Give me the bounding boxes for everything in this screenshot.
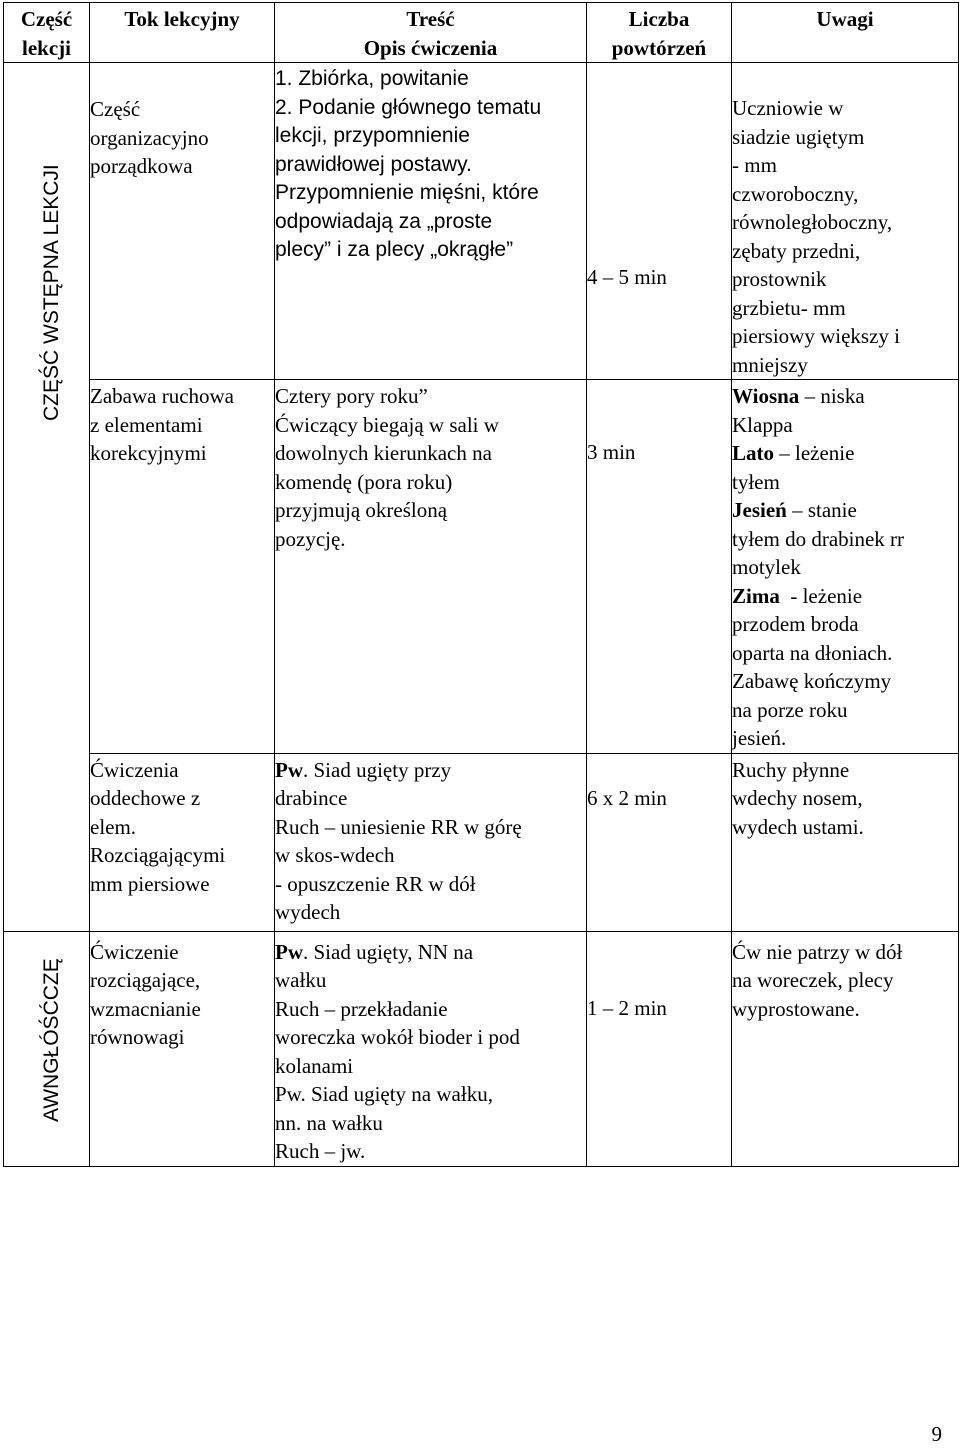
- tresc-line: Pw. Siad ugięty na wałku,: [275, 1082, 493, 1106]
- tresc-line: 2. Podanie głównego tematu: [275, 95, 542, 119]
- uwagi-cell: [732, 931, 959, 1166]
- tresc-line: [275, 756, 586, 785]
- uwagi-line: na woreczek, plecy: [732, 968, 894, 992]
- season-jesien: Jesień: [732, 498, 787, 522]
- tresc-line: komendę (pora roku): [275, 469, 453, 494]
- uwagi-line: przodem broda: [732, 612, 859, 636]
- liczba-value: 3 min: [587, 440, 636, 464]
- season-text: – niska: [799, 384, 865, 408]
- tresc-cell: [275, 753, 587, 931]
- uwagi-line: wyprostowane.: [732, 996, 860, 1021]
- season-text: – stanie: [786, 498, 857, 522]
- tresc-line: przyjmują określoną: [275, 498, 448, 522]
- uwagi-line: na porze roku: [732, 697, 848, 722]
- uwagi-cell: [732, 63, 959, 380]
- uwagi-line: motylek: [732, 555, 801, 579]
- header-uwagi: Uwagi: [732, 3, 959, 63]
- tresc-line: [275, 938, 586, 967]
- liczba-cell: [587, 63, 732, 380]
- tok-cell: [90, 63, 275, 380]
- tresc-line: wałku: [275, 968, 327, 992]
- tresc-line: Cztery pory roku”: [275, 384, 428, 408]
- liczba-value: 1 – 2 min: [587, 995, 667, 1020]
- tresc-line: 1. Zbiórka, powitanie: [275, 67, 469, 90]
- tresc-line: woreczka wokół bioder i pod: [275, 1025, 520, 1049]
- pw-label: Pw: [275, 757, 303, 782]
- uwagi-line: [732, 582, 958, 611]
- table-row: [4, 931, 959, 1166]
- uwagi-line: grzbietu- mm: [732, 295, 846, 320]
- uwagi-line: Ruchy płynne: [732, 757, 850, 782]
- liczba-cell: [587, 753, 732, 931]
- tresc-line: odpowiadają za „proste: [275, 209, 493, 233]
- tok-text: Ćwiczenie rozciągające, wzmacnianie równowagi: [90, 939, 201, 1049]
- uwagi-line: Ćw nie patrzy w dół: [732, 939, 903, 964]
- uwagi-line: równoległoboczny,: [732, 210, 893, 234]
- header-tok-lekcyjny: Tok lekcyjny: [90, 3, 275, 63]
- uwagi-line: piersiowy większy i: [732, 324, 900, 348]
- header-tresc: [275, 3, 587, 63]
- season-lato: Lato: [732, 441, 774, 465]
- uwagi-line: jesień.: [732, 726, 787, 750]
- section-main-cell: [4, 931, 90, 1166]
- season-text: - leżenie: [779, 583, 863, 608]
- section-main-label: AWNGŁÓŚĆCZĘ: [40, 957, 63, 1122]
- uwagi-line: czworoboczny,: [732, 181, 859, 206]
- uwagi-line: Klappa: [732, 412, 793, 437]
- season-wiosna: Wiosna: [732, 384, 800, 408]
- season-zima: Zima: [732, 583, 780, 608]
- tresc-line: Ćwiczący biegają w sali w: [275, 412, 499, 437]
- season-text: – leżenie: [774, 441, 855, 465]
- tresc-line: Ruch – przekładanie: [275, 996, 448, 1021]
- tresc-line: lekcji, przypomnienie: [275, 124, 470, 147]
- tok-cell: [90, 380, 275, 754]
- tresc-line: prawidłowej postawy.: [275, 152, 472, 176]
- liczba-value: 4 – 5 min: [587, 265, 667, 289]
- tresc-line: Ruch – uniesienie RR w górę: [275, 814, 522, 839]
- uwagi-line: oparta na dłoniach.: [732, 640, 893, 665]
- uwagi-line: siadzie ugiętym: [732, 124, 865, 149]
- uwagi-cell: [732, 753, 959, 931]
- header-czesc-lekcji: Część lekcji: [4, 3, 90, 63]
- section-intro-label: CZĘŚĆ WSTĘPNA LEKCJI: [40, 164, 63, 421]
- uwagi-line: - mm: [732, 153, 777, 177]
- uwagi-line: mniejszy: [732, 352, 808, 377]
- tresc-line: w skos-wdech: [275, 843, 395, 867]
- uwagi-line: Uczniowie w: [732, 96, 844, 120]
- tok-cell: [90, 931, 275, 1166]
- tresc-text: . Siad ugięty, NN na: [303, 939, 474, 964]
- header-tresc-title: Treść: [406, 7, 455, 31]
- uwagi-cell: [732, 380, 959, 754]
- tresc-line: nn. na wałku: [275, 1110, 383, 1135]
- tok-cell: [90, 753, 275, 931]
- tresc-line: plecy” i za plecy „okrągłe”: [275, 238, 514, 261]
- tresc-line: - opuszczenie RR w dół: [275, 871, 476, 896]
- tresc-line: Ruch – jw.: [275, 1139, 366, 1163]
- tresc-line: kolanami: [275, 1053, 354, 1078]
- uwagi-line: zębaty przedni,: [732, 238, 861, 263]
- tresc-line: drabince: [275, 786, 348, 810]
- uwagi-line: [732, 382, 958, 411]
- liczba-cell: [587, 380, 732, 754]
- tresc-cell: [275, 63, 587, 380]
- header-opis-cwiczenia: Opis ćwiczenia: [363, 35, 498, 60]
- pw-label: Pw: [275, 939, 303, 964]
- table-row: [4, 380, 959, 754]
- uwagi-line: [732, 439, 958, 468]
- tok-text: Część organizacyjno porządkowa: [90, 97, 209, 178]
- tresc-cell: [275, 931, 587, 1166]
- uwagi-line: tyłem do drabinek rr: [732, 526, 905, 551]
- tresc-line: Przypomnienie mięśni, które: [275, 181, 539, 204]
- header-row: [4, 3, 959, 63]
- tok-text: Zabawa ruchowa z elementami korekcyjnymi: [90, 384, 235, 465]
- lesson-plan-table: [3, 2, 959, 1167]
- tresc-line: pozycję.: [275, 526, 346, 551]
- page-number: 9: [931, 1422, 942, 1446]
- tresc-line: wydech: [275, 900, 341, 924]
- header-liczba-powtorzen: Liczba powtórzeń: [587, 3, 732, 63]
- uwagi-line: [732, 496, 958, 525]
- uwagi-line: wydech ustami.: [732, 814, 864, 839]
- tresc-cell: [275, 380, 587, 754]
- uwagi-line: Zabawę kończymy: [732, 669, 892, 693]
- uwagi-line: prostownik: [732, 267, 827, 291]
- uwagi-line: tyłem: [732, 469, 780, 494]
- tok-text: Ćwiczenia oddechowe z elem. Rozciągającymi mm piersiowe: [90, 757, 226, 896]
- tresc-text: . Siad ugięty przy: [303, 757, 452, 782]
- section-intro-cell: [4, 63, 90, 932]
- uwagi-line: wdechy nosem,: [732, 786, 863, 810]
- table-row: [4, 63, 959, 380]
- table-row: [4, 753, 959, 931]
- liczba-value: 6 x 2 min: [587, 785, 667, 810]
- tresc-line: dowolnych kierunkach na: [275, 441, 492, 465]
- liczba-cell: [587, 931, 732, 1166]
